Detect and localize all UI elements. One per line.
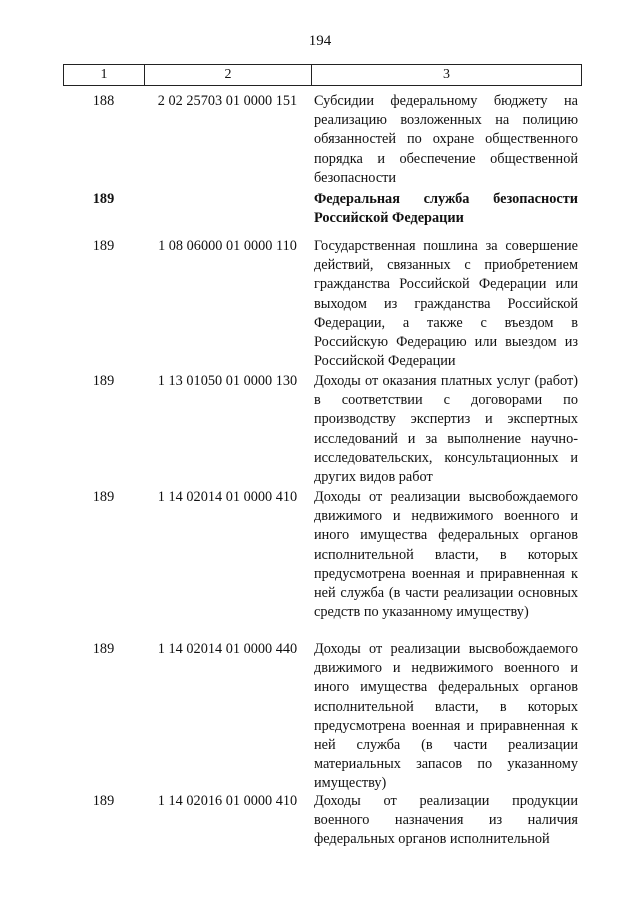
description: Субсидии федеральному бюджету на реализацию возложенных на полицию обязанностей по охране общественного порядка и обеспечение общественной безопасности — [314, 93, 578, 186]
admin-code: 189 — [92, 238, 115, 254]
admin-code: 189 — [92, 489, 115, 505]
description: Государственная пошлина за совершение действий, связанных с приобретением гражданства Российской Федерации или выходом из гражданства Российской Федерации, а также с въездом в Российскую Федерацию или выездом из Российской Федерации — [314, 238, 578, 370]
description: Доходы от реализации продукции военного назначения из наличия федеральных органов исполнительной — [314, 793, 578, 848]
column-header-3: 3 — [443, 67, 450, 82]
admin-code: 189 — [92, 793, 115, 809]
admin-code: 188 — [92, 93, 115, 109]
description: Доходы от реализации высвобождаемого движимого и недвижимого военного и иного имущества федеральных органов исполнительной власти, в которых предусмотрена военная и приравненная к ней служба (в части реализации материальных запасов по указанному имуществу) — [314, 641, 578, 792]
budget-code: 1 14 02014 01 0000 410 — [157, 489, 298, 505]
budget-code: 1 14 02014 01 0000 440 — [157, 641, 298, 657]
budget-code: 1 13 01050 01 0000 130 — [157, 373, 298, 389]
admin-code: 189 — [92, 373, 115, 389]
agency-name: Федеральная служба безопасности Российской Федерации — [314, 191, 578, 227]
description: Доходы от реализации высвобождаемого движимого и недвижимого военного и иного имущества федеральных органов исполнительной власти, в которых предусмотрена военная и приравненная к ней служба (в части реализации основных средств по указанному имуществу) — [314, 489, 578, 621]
table-header — [63, 64, 582, 86]
page-number: 194 — [308, 33, 332, 49]
column-header-1: 1 — [64, 65, 145, 85]
admin-code: 189 — [92, 641, 115, 657]
column-header-2: 2 — [145, 65, 312, 85]
budget-code: 1 14 02016 01 0000 410 — [157, 793, 298, 809]
budget-code: 2 02 25703 01 0000 151 — [157, 93, 298, 109]
admin-code: 189 — [92, 191, 115, 207]
budget-code: 1 08 06000 01 0000 110 — [158, 238, 297, 254]
description: Доходы от оказания платных услуг (работ) в соответствии с договорами по производству экспертиз и экспертных исследований и за выполнение научно-исследовательских, консультационных и других видов работ — [314, 373, 578, 486]
